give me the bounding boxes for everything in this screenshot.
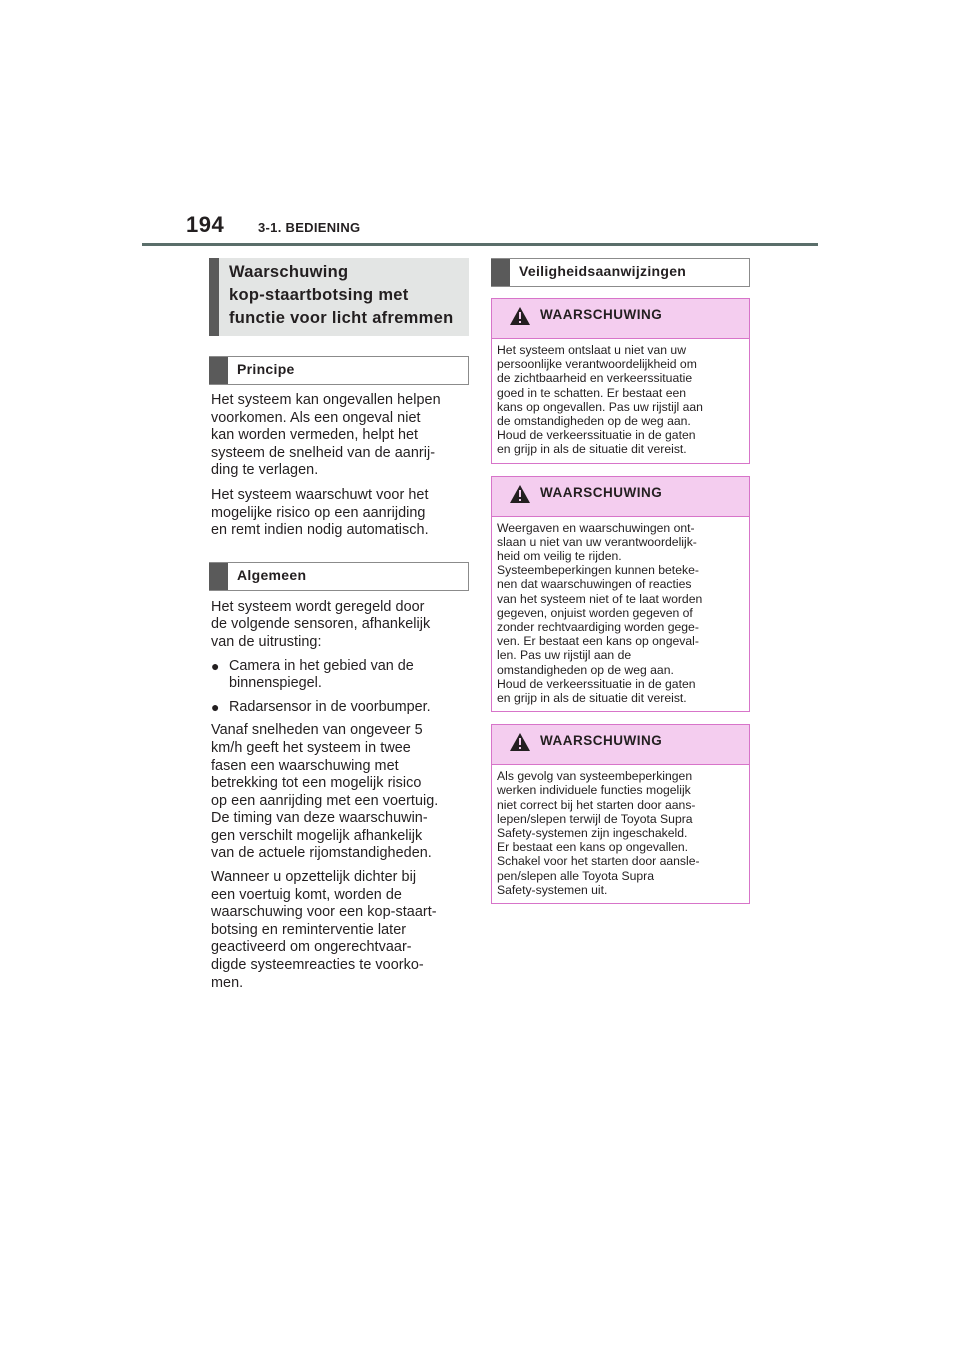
subheading-bar <box>209 563 228 590</box>
section-title-box <box>209 258 469 336</box>
warning-header <box>492 725 749 765</box>
paragraph-algemeen-2: Vanaf snelheden van ongeveer 5 km/h geeft het systeem in twee fasen een waarschuwing met betrekking tot een mogelijk risico op een aanrijding met een voertuig. De timing van deze waarschuwin- gen verschilt mogelijk afhankelijk van de actuele rijomstandigheden. <box>211 722 439 862</box>
right-column <box>491 258 750 904</box>
section-label: 3-1. BEDIENING <box>258 220 361 235</box>
subheading-label: Veiligheidsaanwijzingen <box>519 263 687 279</box>
warning-triangle-icon <box>509 306 531 326</box>
warning-box <box>491 476 750 713</box>
subheading-principe <box>209 356 469 385</box>
subheading-label: Principe <box>237 361 295 377</box>
header-rule <box>142 243 818 246</box>
paragraph-algemeen-1: Het systeem wordt geregeld door de volgende sensoren, afhankelijk van de uitrusting: <box>211 598 431 650</box>
warning-header <box>492 477 749 517</box>
bullet-item <box>209 699 469 717</box>
warning-triangle-icon <box>509 484 531 504</box>
bullet-text: Radarsensor in de voorbumper. <box>229 698 431 715</box>
warning-box <box>491 298 750 464</box>
paragraph-principe-2: Het systeem waarschuwt voor het mogelijke risico op een aanrijding en remt indien nodig automatisch. <box>211 486 429 539</box>
subheading-bar <box>491 259 510 286</box>
subheading-veiligheid <box>491 258 750 287</box>
subheading-bar <box>209 357 228 384</box>
bullet-dot: ● <box>211 657 220 674</box>
warning-triangle-icon <box>509 732 531 752</box>
paragraph-principe-1: Het systeem kan ongevallen helpen voorkomen. Als een ongeval niet kan worden vermeden, helpt het systeem de snelheid van de aanrij- ding te verlagen. <box>211 392 441 479</box>
page-number: 194 <box>186 212 225 237</box>
warning-text: Weergaven en waarschuwingen ont- slaan u niet van uw verantwoordelijk- heid om veilig te rijden. Systeembeperkingen kunnen beteke- nen dat waarschuwingen of reacties van het systeem niet of te laat worden gegeven, onjuist worden gegeven of zonder rechtvaardiging worden gege- ven. Er bestaat een kans op ongeval- len. Pas uw rijstijl aan de omstandigheden op de weg aan. Houd de verkeerssituatie in de gaten en grijp in als de situatie dit vereist. <box>492 517 749 712</box>
section-title: Waarschuwing kop-staartbotsing met functie voor licht afremmen <box>229 263 454 327</box>
bullet-dot: ● <box>211 698 220 715</box>
warning-title: WAARSCHUWING <box>540 733 663 749</box>
warning-title: WAARSCHUWING <box>540 484 663 500</box>
warning-text: Het systeem ontslaat u niet van uw persoonlijke verantwoordelijkheid om de zichtbaarheid en verkeerssituatie goed in te schatten. Er bestaat een kans op ongevallen. Pas uw rijstijl aan de omstandigheden op de weg aan. Houd de verkeerssituatie in de gaten en grijp in als de situatie dit vereist. <box>492 339 749 463</box>
bullet-text: Camera in het gebied van de binnenspiegel. <box>229 657 414 692</box>
paragraph-algemeen-3: Wanneer u opzettelijk dichter bij een voertuig komt, worden de waarschuwing voor een kop-staart- botsing en reminterventie later geactiveerd om ongerechtvaar- digde systeemreacties te voorko- men. <box>211 869 437 991</box>
subheading-label: Algemeen <box>237 566 307 583</box>
warning-box <box>491 724 750 904</box>
warning-header <box>492 299 749 339</box>
bullet-item <box>209 658 469 693</box>
warning-title: WAARSCHUWING <box>540 307 663 322</box>
warning-text: Als gevolg van systeembeperkingen werken individuele functies mogelijk niet correct bij het starten door aans- lepen/slepen terwijl de Toyota Supra Safety-systemen zijn ingeschakeld. Er bestaat een kans op ongevallen. Schakel voor het starten door aansle- pen/slepen alle Toyota Supra Safety-systemen uit. <box>492 765 749 903</box>
subheading-algemeen <box>209 562 469 591</box>
left-column <box>209 258 469 992</box>
